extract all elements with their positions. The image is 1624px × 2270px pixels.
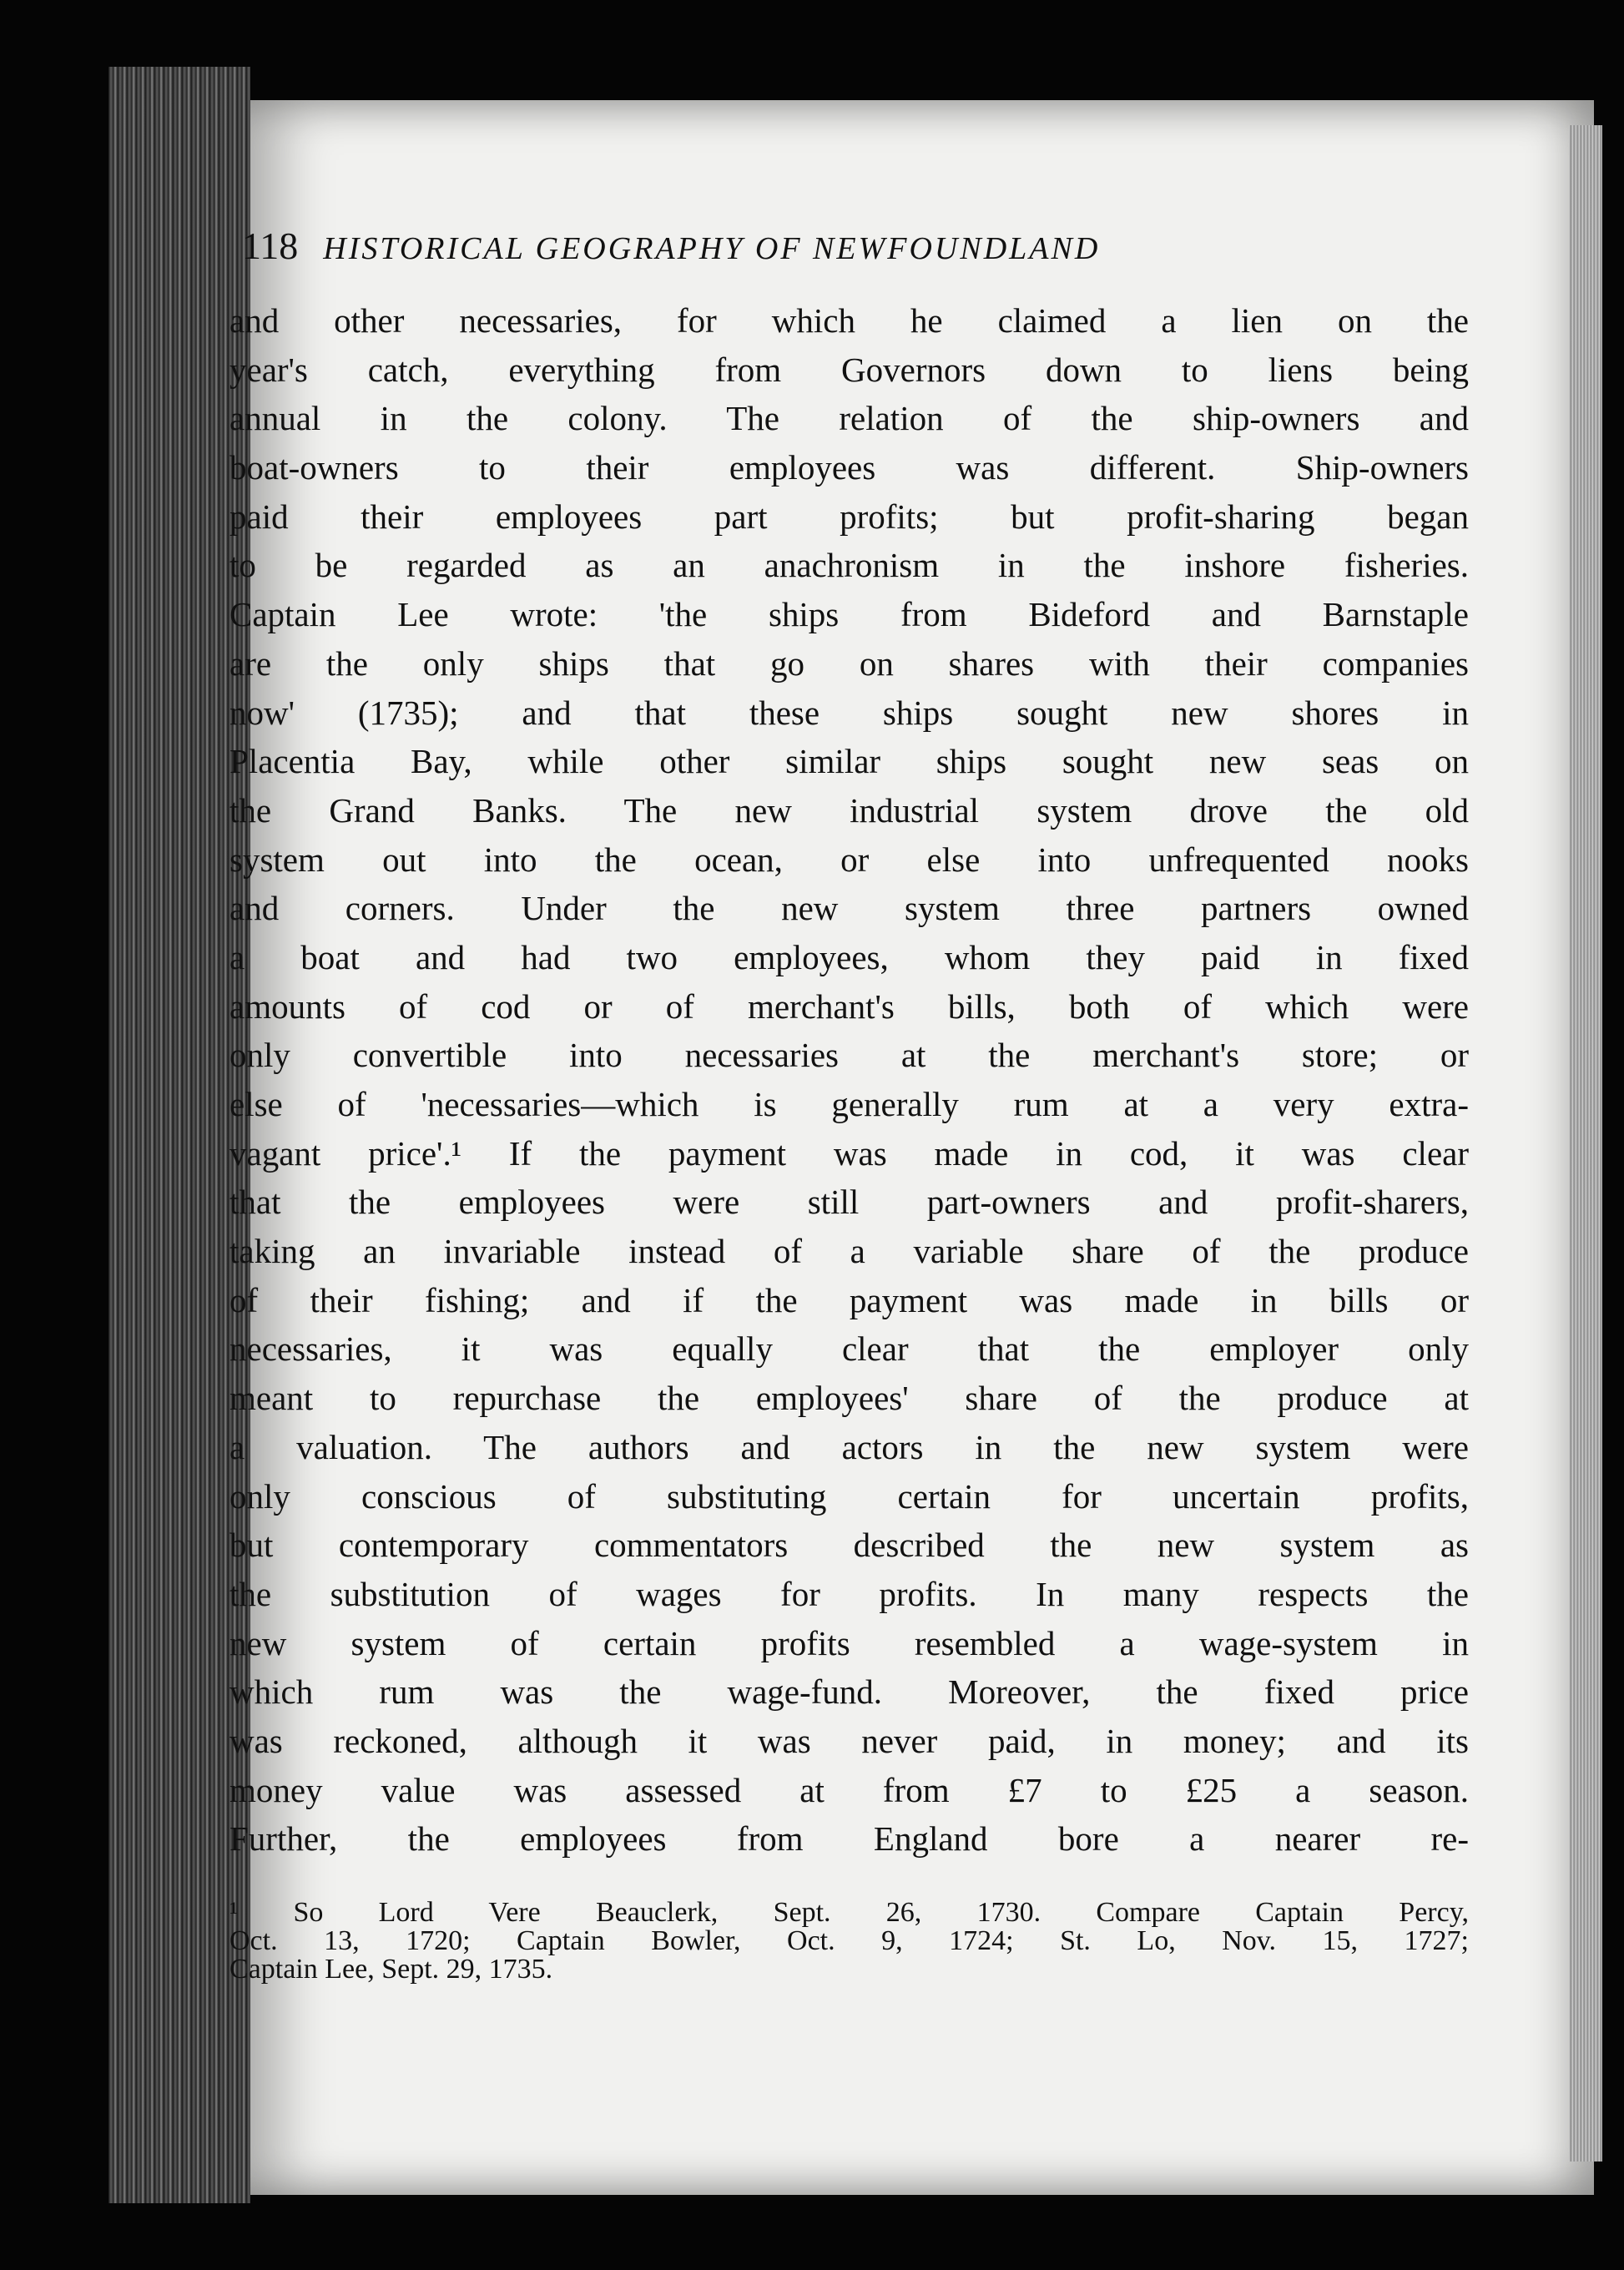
body-line: a valuation. The authors and actors in the new system were — [229, 1427, 1469, 1466]
footnote-line: Oct. 13, 1720; Captain Bowler, Oct. 9, 1724; St. Lo, Nov. 15, 1727; — [229, 1925, 1469, 1956]
body-line: that the employees were still part-owners and profit-sharers, — [229, 1183, 1469, 1222]
body-line: new system of certain profits resembled a wage-system in — [229, 1623, 1469, 1662]
body-line: a boat and had two employees, whom they paid in fixed — [229, 937, 1469, 976]
page-number: 118 — [242, 224, 299, 267]
body-line: was reckoned, although it was never paid, in money; and its — [229, 1721, 1469, 1760]
page-edge — [1569, 125, 1602, 2162]
body-line: vagant price'.¹ If the payment was made in cod, it was clear — [229, 1133, 1469, 1173]
body-line: Captain Lee wrote: 'the ships from Bideford and Barnstaple — [229, 595, 1469, 634]
page-header — [242, 224, 1460, 268]
body-line: only conscious of substituting certain for uncertain profits, — [229, 1476, 1469, 1516]
body-line: Placentia Bay, while other similar ships sought new seas on — [229, 742, 1469, 781]
body-line: but contemporary commentators described the new system as — [229, 1526, 1469, 1565]
body-line: meant to repurchase the employees' share of the produce at — [229, 1379, 1469, 1418]
footnote-line: ¹ So Lord Vere Beauclerk, Sept. 26, 1730. Compare Captain Percy, — [229, 1897, 1469, 1928]
body-line: boat-owners to their employees was different. Ship-owners — [229, 448, 1469, 487]
body-line: else of 'necessaries—which is generally rum at a very extra- — [229, 1085, 1469, 1123]
body-line: now' (1735); and that these ships sought new shores in — [229, 693, 1469, 732]
body-line: system out into the ocean, or else into unfrequented nooks — [229, 840, 1469, 879]
running-title: HISTORICAL GEOGRAPHY OF NEWFOUNDLAND — [323, 231, 1101, 266]
body-line: paid their employees part profits; but profit-sharing began — [229, 497, 1469, 536]
body-line: the substitution of wages for profits. In many respects the — [229, 1574, 1469, 1613]
body-line: of their fishing; and if the payment was made in bills or — [229, 1280, 1469, 1319]
footnotes — [229, 1899, 1469, 1984]
body-line: money value was assessed at from £7 to £25 a season. — [229, 1770, 1469, 1809]
body-line: to be regarded as an anachronism in the inshore fisheries. — [229, 546, 1469, 585]
body-line: necessaries, it was equally clear that the employer only — [229, 1329, 1469, 1369]
body-line: year's catch, everything from Governors down to liens being — [229, 350, 1469, 389]
body-line: and other necessaries, for which he claimed a lien on the — [229, 301, 1469, 340]
body-line: and corners. Under the new system three partners owned — [229, 889, 1469, 928]
body-line: are the only ships that go on shares with their companies — [229, 643, 1469, 683]
body-line: amounts of cod or of merchant's bills, both of which were — [229, 986, 1469, 1026]
body-text — [229, 296, 1469, 1864]
body-line: which rum was the wage-fund. Moreover, the fixed price — [229, 1672, 1469, 1712]
body-line: annual in the colony. The relation of the ship-owners and — [229, 399, 1469, 438]
body-line: taking an invariable instead of a variable share of the produce — [229, 1232, 1469, 1271]
body-line: Further, the employees from England bore a nearer re- — [229, 1819, 1469, 1859]
body-line: the Grand Banks. The new industrial system drove the old — [229, 790, 1469, 830]
footnote-line: Captain Lee, Sept. 29, 1735. — [229, 1954, 553, 1985]
body-line: only convertible into necessaries at the merchant's store; or — [229, 1036, 1469, 1075]
